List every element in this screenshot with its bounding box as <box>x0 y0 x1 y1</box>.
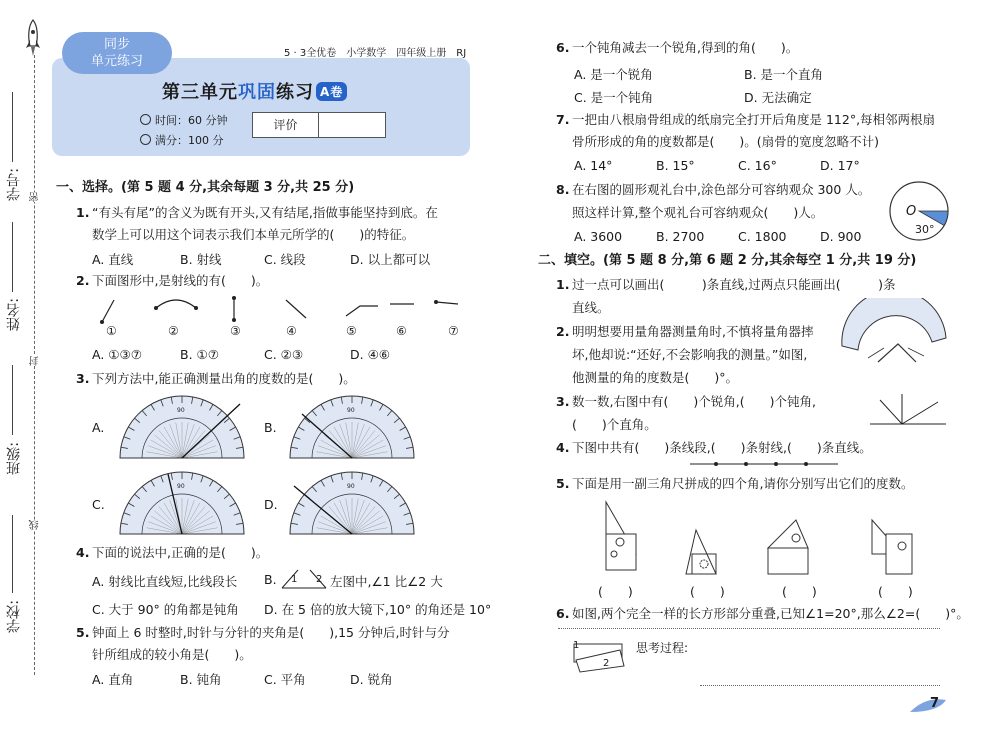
q4-option-c: C. 大于 90° 的角都是钝角 <box>92 602 239 617</box>
class-label: 班级: <box>6 442 22 475</box>
binding-strip <box>0 0 48 733</box>
name-blank <box>12 222 13 292</box>
protractor-90-label: 90 <box>177 407 185 414</box>
q8-option-d: D. 900 <box>820 229 862 244</box>
q2-option-a: A. ①③⑦ <box>92 347 142 362</box>
time-info <box>140 112 228 128</box>
q8-line-1: 在右图的圆形观礼台中,涂色部分可容纳观众 300 人。 <box>572 182 871 197</box>
fill-q5-blank-4: ( ) <box>878 584 913 599</box>
fill-q3-line-1: 数一数,右图中有( )个锐角,( )个钝角, <box>572 394 816 409</box>
q6-text: 一个钝角减去一个锐角,得到的角( )。 <box>572 40 799 55</box>
q1-option-c: C. 线段 <box>264 252 306 267</box>
title-part-c: 练习 <box>276 82 314 103</box>
q7-option-b: B. 15° <box>656 158 695 173</box>
page-number-badge <box>908 694 948 716</box>
q7-line-2: 骨所形成的角的度数都是( )。(扇骨的宽度忽略不计) <box>572 134 880 149</box>
q1-option-d: D. 以上都可以 <box>350 252 431 267</box>
q2-option-c: C. ②③ <box>264 347 304 362</box>
q8-number: 8. <box>556 182 570 197</box>
overlap-angle-1-label: 1 <box>573 640 580 651</box>
q4-text: 下面的说法中,正确的是( )。 <box>92 545 269 560</box>
evaluation-label: 评价 <box>253 113 319 137</box>
fill-q1-line-2: 直线。 <box>572 300 610 315</box>
q6-option-c: C. 是一个钝角 <box>574 90 654 105</box>
grade: 四年级上册 <box>396 48 447 59</box>
fig-label-5: ⑤ <box>346 324 357 338</box>
fill-q4-number: 4. <box>556 440 570 455</box>
fill-q2-line-2: 坏,他却说:“还好,不会影响我的测量。”如图, <box>572 347 808 362</box>
q5-option-b: B. 钝角 <box>180 672 222 687</box>
evaluation-box <box>252 112 386 138</box>
fill-q3-line-2: ( )个直角。 <box>572 417 657 432</box>
fill-q2-line-1: 明明想要用量角器测量角时,不慎将量角器摔 <box>572 324 814 339</box>
angle-count-figure <box>866 390 950 430</box>
protractor-90-label: 90 <box>347 483 355 490</box>
protractor-90-label: 90 <box>177 483 185 490</box>
q8-line-2: 照这样计算,整个观礼台可容纳观众( )人。 <box>572 205 824 220</box>
score-info <box>140 132 224 148</box>
clock-icon <box>140 114 151 125</box>
fill-q5-blank-2: ( ) <box>690 584 725 599</box>
fig-label-6: ⑥ <box>396 324 407 338</box>
fill-q5-blank-3: ( ) <box>782 584 817 599</box>
protractor-b <box>282 394 422 464</box>
student-number-blank <box>12 92 13 162</box>
q5-option-a: A. 直角 <box>92 672 134 687</box>
protractor-a <box>112 394 252 464</box>
q6-option-b: B. 是一个直角 <box>744 67 824 82</box>
overlap-angle-2-label: 2 <box>603 658 610 669</box>
q7-option-a: A. 14° <box>574 158 613 173</box>
binding-mark-seal: 密 <box>30 192 41 202</box>
tab-line-1: 同步 <box>103 37 130 52</box>
tab-line-2: 单元练习 <box>90 54 143 69</box>
q3-option-a: A. <box>92 420 105 435</box>
circle-center-label: O <box>906 204 917 219</box>
protractor-c <box>112 470 252 540</box>
set-square-figures <box>596 494 946 580</box>
q3-option-d: D. <box>264 497 278 512</box>
q7-line-1: 一把由八根扇骨组成的纸扇完全打开后角度是 112°,每相邻两根扇 <box>572 112 936 127</box>
q7-option-d: D. 17° <box>820 158 860 173</box>
title-part-b: 巩固 <box>238 82 276 103</box>
fig-label-2: ② <box>168 324 179 338</box>
score-text: 满分：100 分 <box>155 134 224 147</box>
q8-option-a: A. 3600 <box>574 229 623 244</box>
fig-label-7: ⑦ <box>448 324 459 338</box>
page-number: 7 <box>930 696 940 711</box>
q5-line-2: 针所组成的较小角是( )。 <box>92 647 252 662</box>
fill-q1-line-1: 过一点可以画出( )条直线,过两点只能画出( )条 <box>572 277 896 292</box>
think-line <box>700 685 940 686</box>
fill-q6-number: 6. <box>556 606 570 621</box>
rocket-icon <box>22 18 44 58</box>
sync-unit-tab <box>62 32 172 74</box>
school-label: 学校: <box>6 600 22 633</box>
q2-option-d: D. ④⑥ <box>350 347 390 362</box>
q1-option-b: B. 射线 <box>180 252 222 267</box>
protractor-90-label: 90 <box>347 407 355 414</box>
q1-line-1: “有头有尾”的含义为既有开头,又有结尾,指做事能坚持到底。在 <box>92 205 438 220</box>
protractor-d <box>282 470 422 540</box>
q4-number: 4. <box>76 545 90 560</box>
q7-option-c: C. 16° <box>738 158 777 173</box>
q4-angle-1-label: 1 <box>291 574 298 585</box>
fill-q1-number: 1. <box>556 277 570 292</box>
q2-number: 2. <box>76 273 90 288</box>
q3-text: 下列方法中,能正确测量出角的度数的是( )。 <box>92 371 356 386</box>
series-name: 5 · 3全优卷 <box>284 48 337 59</box>
q4-option-b-letter: B. <box>264 572 277 587</box>
q5-number: 5. <box>76 625 90 640</box>
broken-protractor-figure <box>838 298 950 366</box>
q6-option-d: D. 无法确定 <box>744 90 812 105</box>
fill-q5-blank-1: ( ) <box>598 584 633 599</box>
q2-text: 下面图形中,是射线的有( )。 <box>92 273 269 288</box>
q4-option-d: D. 在 5 倍的放大镜下,10° 的角还是 10° <box>264 602 492 617</box>
subject: 小学数学 <box>346 48 387 59</box>
q7-number: 7. <box>556 112 570 127</box>
q2-figures <box>96 294 466 330</box>
page-number-swoosh-icon <box>908 694 948 716</box>
q3-option-b: B. <box>264 420 277 435</box>
q4-option-b-text: 左图中,∠1 比∠2 大 <box>330 574 443 589</box>
fill-q2-line-3: 他测量的角的度数是( )°。 <box>572 370 739 385</box>
fill-q6-text: 如图,两个完全一样的长方形部分重叠,已知∠1=20°,那么∠2=( )°。 <box>572 606 969 621</box>
q1-line-2: 数学上可以用这个词表示我们本单元所学的( )的特征。 <box>92 227 415 242</box>
q5-line-1: 钟面上 6 时整时,时针与分针的夹角是( ),15 分钟后,时针与分 <box>92 625 450 640</box>
q3-number: 3. <box>76 371 90 386</box>
fill-q4-text: 下图中共有( )条线段,( )条射线,( )条直线。 <box>572 440 872 455</box>
q6-number: 6. <box>556 40 570 55</box>
section-1-heading: 一、选择。(第 5 题 4 分,其余每题 3 分,共 25 分) <box>56 180 355 195</box>
q1-number: 1. <box>76 205 90 220</box>
q6-option-a: A. 是一个锐角 <box>574 67 653 82</box>
edition: RJ <box>456 48 467 59</box>
version-badge: A卷 <box>316 82 347 101</box>
section-2-heading: 二、填空。(第 5 题 8 分,第 6 题 2 分,其余每空 1 分,共 19 分) <box>538 253 917 268</box>
circle-angle-label: 30° <box>915 223 935 236</box>
fill-q2-number: 2. <box>556 324 570 339</box>
time-text: 时间：60 分钟 <box>155 114 228 127</box>
segment-line-figure <box>688 458 840 470</box>
title-part-a: 第三单元 <box>162 82 238 103</box>
school-blank <box>12 515 13 593</box>
fill-q5-number: 5. <box>556 476 570 491</box>
name-label: 姓名: <box>6 298 22 331</box>
q8-option-b: B. 2700 <box>656 229 705 244</box>
fig-label-1: ① <box>106 324 117 338</box>
q4-angle-2-label: 2 <box>316 574 323 585</box>
fill-q5-text: 下面是用一副三角尺拼成的四个角,请你分别写出它们的度数。 <box>572 476 914 491</box>
binding-mark-close: 封 <box>30 356 41 366</box>
q8-option-c: C. 1800 <box>738 229 787 244</box>
fill-q3-number: 3. <box>556 394 570 409</box>
q5-option-c: C. 平角 <box>264 672 306 687</box>
q1-option-a: A. 直线 <box>92 252 134 267</box>
q4-option-a: A. 射线比直线短,比线段长 <box>92 574 238 589</box>
class-blank <box>12 365 13 435</box>
student-number-label: 学号: <box>6 168 22 201</box>
q5-option-d: D. 锐角 <box>350 672 393 687</box>
q3-option-c: C. <box>92 497 105 512</box>
fig-label-4: ④ <box>286 324 297 338</box>
q2-option-b: B. ①⑦ <box>180 347 219 362</box>
series-info <box>284 44 476 59</box>
thinking-process-label: 思考过程: <box>636 641 689 655</box>
check-icon <box>140 134 151 145</box>
page-title <box>162 78 347 104</box>
fig-label-3: ③ <box>230 324 241 338</box>
binding-mark-line: 线 <box>30 520 41 530</box>
think-separator <box>558 628 940 629</box>
